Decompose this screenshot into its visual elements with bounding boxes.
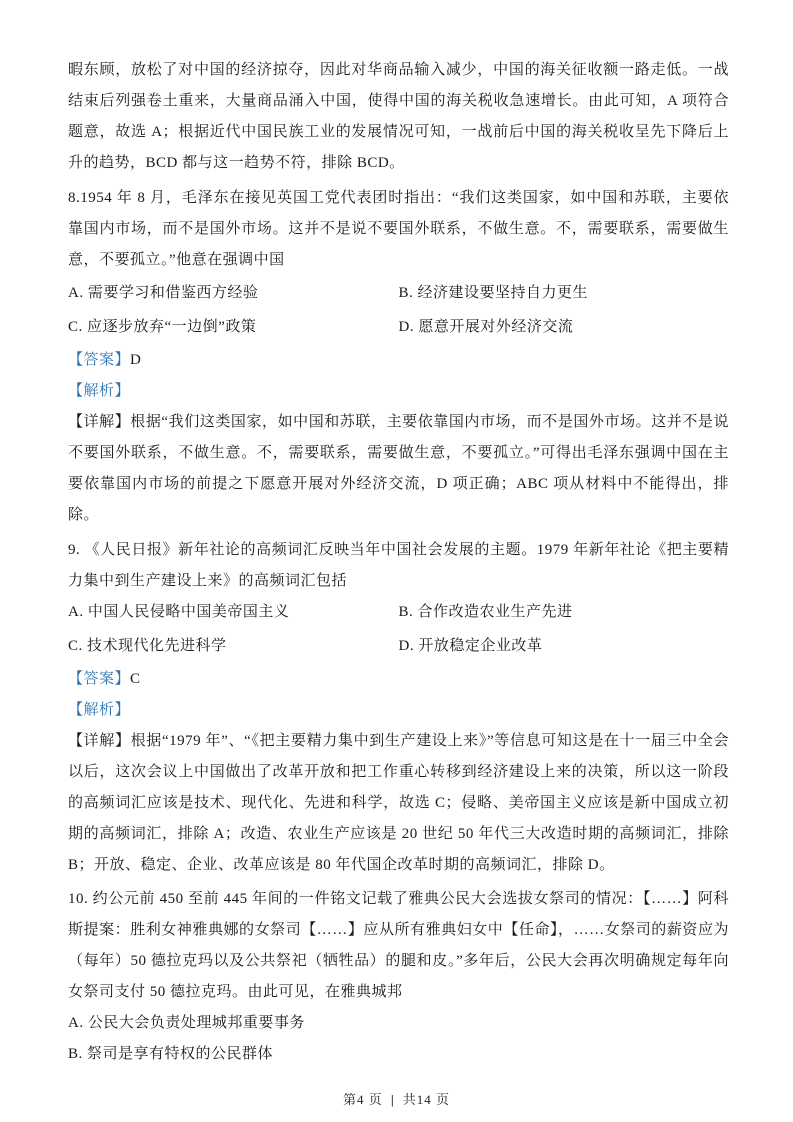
question-9-option-c: C. 技术现代化先进科学 (68, 638, 227, 654)
question-8-stem: 8.1954 年 8 月，毛泽东在接见英国工党代表团时指出：“我们这类国家，如中国和苏联，主要依靠国内市场，而不是国外市场。这并不是说不要国外联系，不做生意。不，需要联系，需要做生意，不要孤立。”他意在强调中国 (68, 190, 729, 268)
question-10-option-b: B. 祭司是享有特权的公民群体 (68, 1046, 274, 1062)
answer-tag: 【答案】 (68, 671, 131, 687)
question-8-detail-text: 根据“我们这类国家，如中国和苏联，主要依靠国内市场，而不是国外市场。这并不是说不要国外联系，不做生意。不，需要联系，需要做生意，不要孤立。”可得出毛泽东强调中国在主要依靠国内市场的前提之下愿意开展对外经济交流，D 项正确；ABC 项从材料中不能得出，排除。 (68, 414, 729, 523)
answer-tag: 【答案】 (68, 352, 131, 368)
question-8-option-c: C. 应逐步放弃“一边倒”政策 (68, 319, 257, 335)
analysis-tag: 【解析】 (68, 702, 131, 718)
footer-total-pages: 共14 页 (402, 1092, 450, 1107)
question-9-answer-letter: C (130, 671, 141, 687)
question-10-stem: 10. 约公元前 450 至前 445 年间的一件铭文记载了雅典公民大会选拔女祭司的情况：【……】阿科斯提案：胜利女神雅典娜的女祭司【……】应从所有雅典妇女中【任命】，……女祭司的薪资应为（每年）50 德拉克玛以及公共祭祀（牺牲品）的腿和皮。”多年后，公民大会再次明确规定每年向女祭司支付 50 德拉克玛。由此可见，在雅典城邦 (68, 891, 729, 1000)
question-9-stem: 9. 《人民日报》新年社论的高频词汇反映当年中国社会发展的主题。1979 年新年社论《把主要精力集中到生产建设上来》的高频词汇包括 (68, 542, 729, 589)
question-9-detail-text: 根据“1979 年”、“《把主要精力集中到生产建设上来》”等信息可知这是在十一届三中全会以后，这次会议上中国做出了改革开放和把工作重心转移到经济建设上来的决策，所以这一阶段的高频词汇应该是技术、现代化、先进和科学，故选 C；侵略、美帝国主义应该是新中国成立初期的高频词汇，排除 A；改造、农业生产应该是 20 世纪 50 年代三大改造时期的高频词汇，排除 B；开放、稳定、企业、改革应该是 80 年代国企改革时期的高频词汇，排除 D。 (68, 733, 729, 873)
previous-question-explanation-tail: 暇东顾，放松了对中国的经济掠夺，因此对华商品输入减少，中国的海关征收额一路走低。一战结束后列强卷土重来，大量商品涌入中国，使得中国的海关税收急速增长。由此可知，A 项符合题意，故选 A；根据近代中国民族工业的发展情况可知，一战前后中国的海关税收呈先下降后上升的趋势，BCD 都与这一趋势不符，排除 BCD。 (68, 62, 729, 171)
question-9-answer-line (68, 664, 729, 695)
analysis-tag: 【解析】 (68, 383, 131, 399)
question-8-option-b: B. 经济建设要坚持自力更生 (398, 285, 589, 301)
question-10-option-a: A. 公民大会负责处理城邦重要事务 (68, 1015, 305, 1031)
question-8-detail (68, 407, 729, 531)
question-9-detail (68, 726, 729, 881)
footer-separator: | (390, 1092, 395, 1107)
page-footer (0, 1089, 793, 1108)
detail-tag: 【详解】 (68, 414, 131, 430)
detail-tag: 【详解】 (68, 733, 131, 749)
footer-page-number: 第4 页 (343, 1092, 383, 1107)
question-8-option-a: A. 需要学习和借鉴西方经验 (68, 285, 259, 301)
question-8-options (68, 278, 729, 343)
question-8-analysis-line (68, 376, 729, 407)
question-9-analysis-line (68, 695, 729, 726)
question-9-option-a: A. 中国人民侵略中国美帝国主义 (68, 604, 290, 620)
question-8-answer-line (68, 345, 729, 376)
question-8-option-d: D. 愿意开展对外经济交流 (398, 319, 574, 335)
question-9-option-b: B. 合作改造农业生产先进 (398, 604, 573, 620)
question-9-options (68, 597, 729, 662)
question-9-option-d: D. 开放稳定企业改革 (398, 638, 543, 654)
question-8-answer-letter: D (130, 352, 142, 368)
